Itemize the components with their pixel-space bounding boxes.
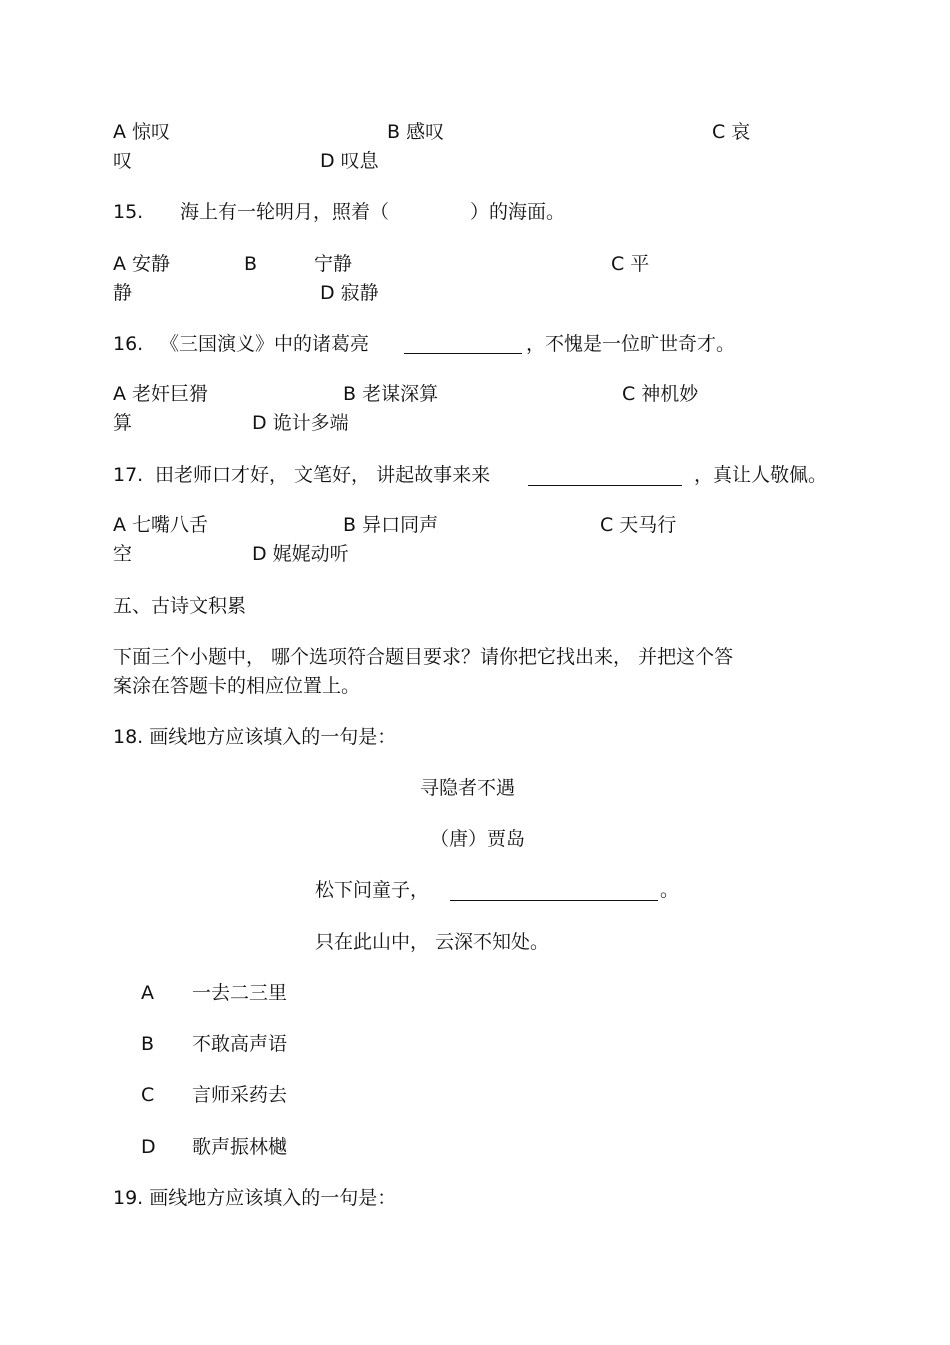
q17-number: 17.	[113, 464, 144, 486]
q15-number: 15.	[113, 201, 144, 223]
q18-option-d-letter: D	[141, 1136, 156, 1158]
q15-option-c-continued: 静	[113, 282, 133, 304]
q17-option-c-continued: 空	[113, 543, 133, 565]
q14-option-c-continued: 叹	[113, 150, 133, 172]
q16-text-before: 《三国演义》中的诸葛亮	[160, 333, 370, 355]
q17-text-after: ，真让人敬佩。	[694, 464, 828, 486]
q18-option-c-letter: C	[141, 1084, 155, 1106]
q17-option-c: C 天马行	[600, 514, 677, 536]
poem-line1-blank	[450, 900, 658, 901]
poem-title: 寻隐者不遇	[420, 777, 516, 799]
q17-option-b: B 异口同声	[343, 514, 439, 536]
q18-option-d-text: 歌声振林樾	[192, 1136, 288, 1158]
poem-line1-after: 。	[660, 879, 680, 901]
q16-option-d: D 诡计多端	[252, 412, 349, 434]
q14-option-d: D 叹息	[320, 150, 379, 172]
q14-option-b: B 感叹	[387, 121, 445, 143]
section-instruction-line2: 案涂在答题卡的相应位置上。	[113, 675, 361, 697]
q15-option-b-letter: B	[244, 253, 258, 275]
q17-option-d: D 娓娓动听	[252, 543, 349, 565]
poem-author: （唐）贾岛	[430, 828, 526, 850]
poem-line1-before: 松下问童子，	[315, 879, 430, 901]
q15-option-b-text: 宁静	[314, 253, 353, 275]
q18-option-a-letter: A	[141, 982, 154, 1004]
q15-option-c: C 平	[611, 253, 650, 275]
q15-option-a: A 安静	[113, 253, 171, 275]
q16-option-a: A 老奸巨猾	[113, 383, 209, 405]
q14-option-a: A 惊叹	[113, 121, 171, 143]
q16-option-c: C 神机妙	[622, 383, 699, 405]
q16-option-c-continued: 算	[113, 412, 133, 434]
q15-text-before: 海上有一轮明月，照着（	[180, 201, 390, 223]
q19-prompt: 19. 画线地方应该填入的一句是：	[113, 1187, 397, 1209]
q16-text-after: ，不愧是一位旷世奇才。	[526, 333, 736, 355]
section-heading: 五、古诗文积累	[113, 595, 247, 617]
q18-option-c-text: 言师采药去	[192, 1084, 288, 1106]
q18-option-b-text: 不敢高声语	[192, 1033, 288, 1055]
section-instruction-line1: 下面三个小题中， 哪个选项符合题目要求？请你把它找出来， 并把这个答	[113, 646, 734, 668]
q15-text-after: ）的海面。	[470, 201, 566, 223]
q16-answer-blank	[404, 353, 522, 354]
q17-answer-blank	[528, 485, 682, 486]
q17-option-a: A 七嘴八舌	[113, 514, 209, 536]
q17-text-before: 田老师口才好， 文笔好， 讲起故事来来	[155, 464, 491, 486]
q18-option-a-text: 一去二三里	[192, 982, 288, 1004]
q16-option-b: B 老谋深算	[343, 383, 439, 405]
q15-option-d: D 寂静	[320, 282, 379, 304]
q16-number: 16.	[113, 333, 144, 355]
q14-option-c: C 哀	[712, 121, 751, 143]
q18-option-b-letter: B	[141, 1033, 155, 1055]
q18-prompt: 18. 画线地方应该填入的一句是：	[113, 726, 397, 748]
poem-line2: 只在此山中， 云深不知处。	[315, 931, 550, 953]
